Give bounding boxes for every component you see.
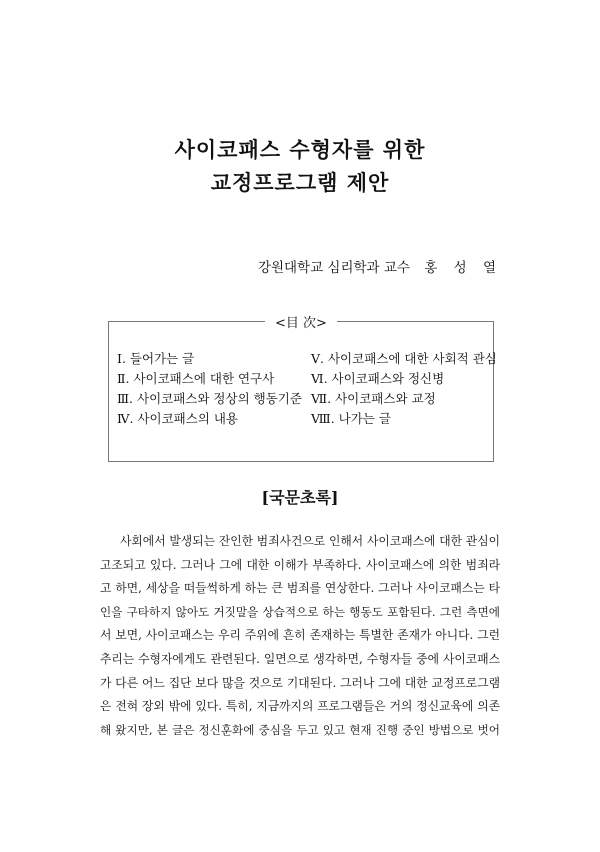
author-line — [258, 256, 502, 276]
abstract-line: 추리는 수형자에게도 관련된다. 일면으로 생각하면, 수형자들 중에 사이코패스 — [100, 651, 500, 666]
abstract-line: 고 하면, 세상을 떠들썩하게 하는 큰 범죄를 연상한다. 그러나 사이코패스는 타 — [100, 581, 500, 596]
abstract-line: 서 보면, 사이코패스는 우리 주위에 흔히 존재하는 특별한 존재가 아니다. 그런 — [100, 628, 500, 643]
abstract-line: 가 다른 어느 집단 보다 많을 것으로 기대된다. 그러나 그에 대한 교정프로그램 — [100, 675, 500, 690]
abstract-body — [100, 530, 500, 742]
toc-item: Ⅱ. 사이코패스에 대한 연구사 — [117, 371, 275, 386]
toc-item: Ⅰ. 들어가는 글 — [117, 351, 195, 366]
paper-title-line1: 사이코패스 수형자를 위한 — [174, 137, 426, 162]
abstract-line: 은 전혀 장외 밖에 있다. 특히, 지금까지의 프로그램들은 거의 정신교육에 의존 — [100, 699, 500, 714]
table-of-contents — [108, 316, 497, 462]
toc-item: Ⅲ. 사이코패스와 정상의 행동기준 — [117, 391, 302, 406]
abstract-line: 사회에서 발생되는 잔인한 범죄사건으로 인해서 사이코패스에 대한 관심이 — [120, 534, 500, 548]
toc-heading — [109, 312, 493, 331]
abstract-line: 해 왔지만, 본 글은 정신훈화에 중심을 두고 있고 현재 진행 중인 방법으로 벗어 — [100, 722, 500, 737]
toc-item: Ⅵ. 사이코패스와 정신병 — [311, 371, 445, 386]
toc-item: Ⅶ. 사이코패스와 교정 — [311, 391, 436, 406]
abstract-heading: [국문초록] — [261, 488, 339, 507]
author-affiliation: 강원대학교 심리학과 교수 — [257, 260, 410, 276]
toc-left-column — [117, 349, 302, 429]
toc-item: Ⅴ. 사이코패스에 대한 사회적 관심 — [311, 351, 497, 366]
toc-heading-text: <目 次> — [265, 316, 337, 331]
abstract-line: 인을 구타하지 않아도 거짓말을 상습적으로 하는 행동도 포함된다. 그런 측면에 — [100, 604, 500, 619]
toc-item: Ⅳ. 사이코패스의 내용 — [117, 411, 239, 426]
abstract-line: 고조되고 있다. 그러나 그에 대한 이해가 부족하다. 사이코패스에 의한 범죄라 — [100, 557, 500, 572]
toc-item: Ⅷ. 나가는 글 — [311, 411, 391, 426]
author-name: 홍 성 열 — [424, 260, 502, 276]
paper-title-line2: 교정프로그램 제안 — [210, 170, 390, 195]
toc-right-column — [311, 349, 497, 429]
